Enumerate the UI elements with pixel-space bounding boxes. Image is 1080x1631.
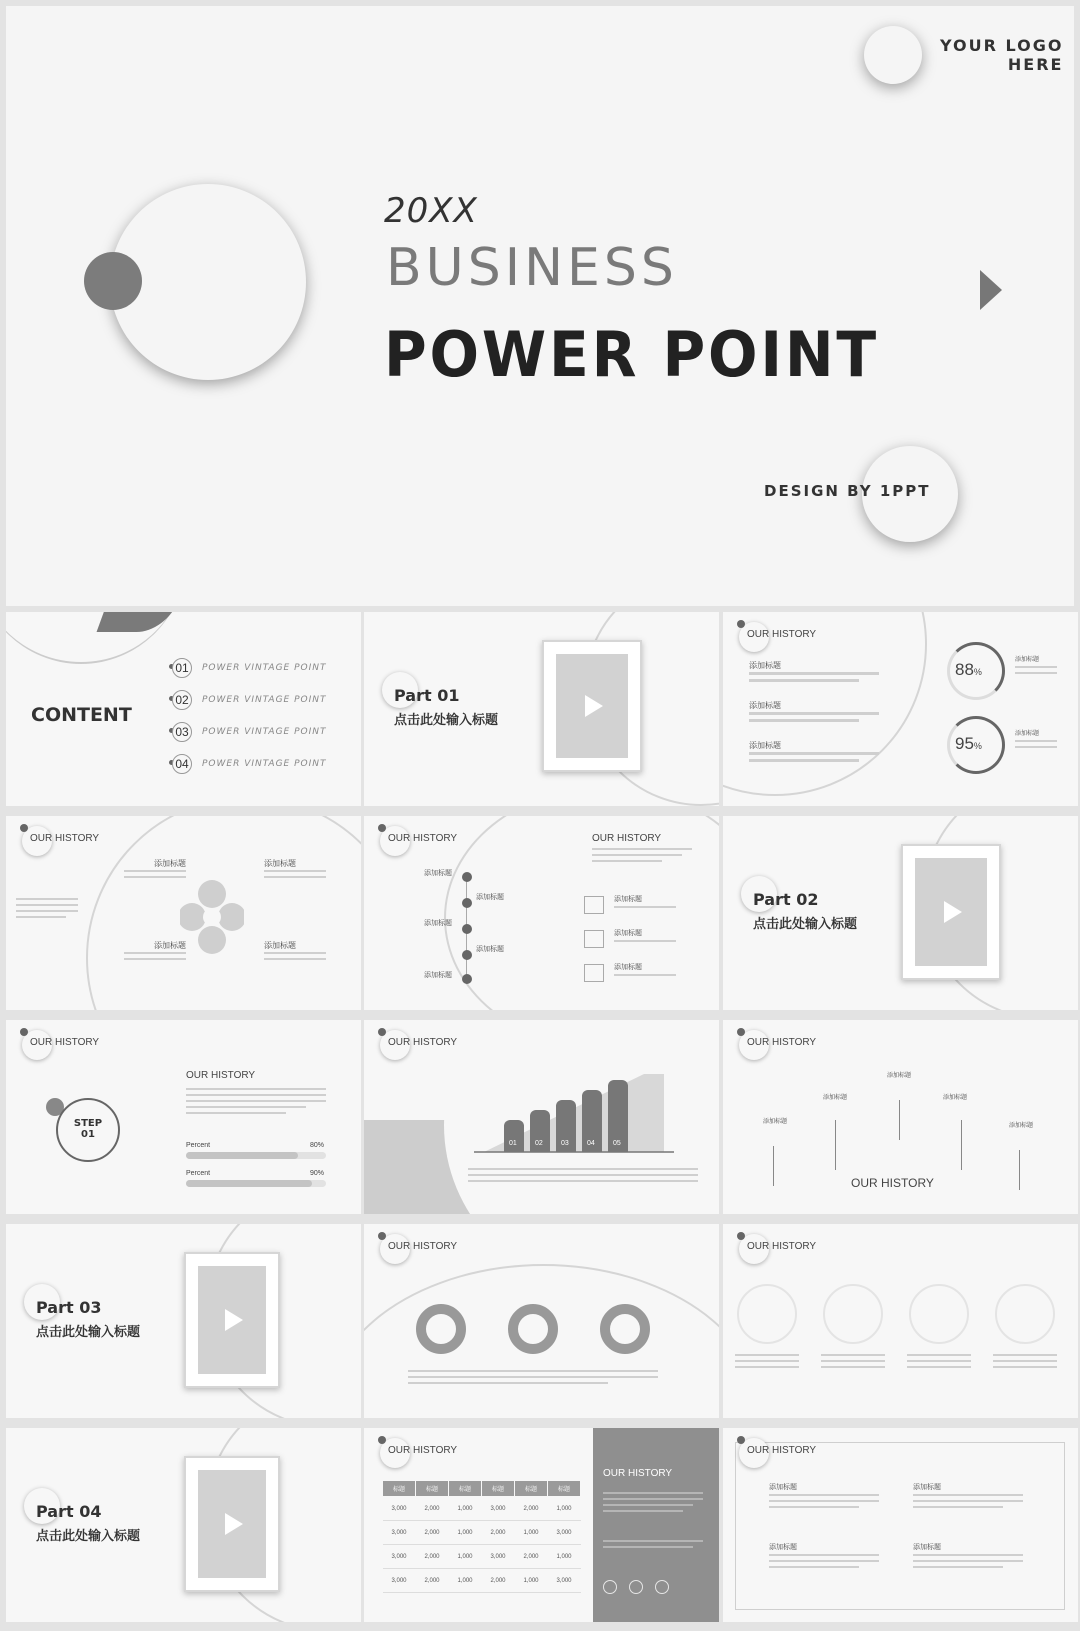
slide-part-04[interactable] bbox=[6, 1428, 361, 1622]
add-title: 添加标题 bbox=[154, 941, 186, 950]
timeline-node bbox=[462, 950, 472, 960]
item-label: POWER VINTAGE POINT bbox=[202, 727, 327, 737]
table-header-row: 标题 标题 标题 标题 标题 标题 bbox=[383, 1481, 581, 1497]
add-title: 添加标题 bbox=[769, 1484, 797, 1491]
history-label: OUR HISTORY bbox=[388, 1037, 458, 1048]
logo-line-1: YOUR LOGO bbox=[940, 36, 1064, 55]
add-title: 添加标题 bbox=[913, 1484, 941, 1491]
part-subtitle: 点击此处输入标题 bbox=[394, 713, 499, 728]
table-row: 3,000 2,000 1,000 3,000 2,000 1,000 bbox=[383, 1545, 581, 1569]
timeline-node bbox=[462, 924, 472, 934]
content-accent bbox=[97, 612, 178, 632]
slide-four-columns[interactable] bbox=[723, 1224, 1078, 1418]
history-label: OUR HISTORY bbox=[30, 1037, 100, 1048]
history-label: OUR HISTORY bbox=[30, 833, 100, 844]
side-panel bbox=[593, 1428, 719, 1622]
timeline-node bbox=[462, 872, 472, 882]
cover-slide[interactable] bbox=[6, 6, 1074, 606]
play-icon[interactable] bbox=[944, 901, 962, 923]
slide-part-03[interactable] bbox=[6, 1224, 361, 1418]
add-title: 添加标题 bbox=[614, 930, 642, 937]
add-title: 添加标题 bbox=[264, 859, 296, 868]
check-icon[interactable] bbox=[655, 1580, 669, 1594]
add-title: 添加标题 bbox=[614, 964, 642, 971]
slide-text-boxes[interactable] bbox=[723, 1428, 1078, 1622]
play-icon[interactable] bbox=[225, 1309, 243, 1331]
cover-title-business: BUSINESS bbox=[386, 238, 678, 298]
part-number: Part 02 bbox=[753, 890, 819, 909]
faint-ring bbox=[909, 1284, 969, 1344]
item-label: POWER VINTAGE POINT bbox=[202, 759, 327, 769]
slide-history-stats[interactable] bbox=[723, 612, 1078, 806]
settings-icon[interactable] bbox=[629, 1580, 643, 1594]
stat-title: 添加标题 bbox=[1015, 657, 1040, 663]
logo-circle bbox=[864, 26, 922, 84]
item-number: 03 bbox=[172, 722, 192, 742]
add-title: 添加标题 bbox=[264, 941, 296, 950]
add-title: 添加标题 bbox=[943, 1095, 968, 1101]
part-number: Part 03 bbox=[36, 1298, 102, 1317]
play-icon[interactable] bbox=[225, 1513, 243, 1535]
section-heading: OUR HISTORY bbox=[186, 1070, 256, 1081]
history-label: OUR HISTORY bbox=[388, 1445, 458, 1456]
part-subtitle: 点击此处输入标题 bbox=[36, 1325, 141, 1340]
design-credit: DESIGN BY 1PPT bbox=[764, 482, 931, 500]
cover-dark-dot bbox=[84, 252, 142, 310]
slide-content[interactable] bbox=[6, 612, 361, 806]
add-title: 添加标题 bbox=[424, 870, 452, 877]
progress-bar bbox=[186, 1180, 326, 1187]
history-label: OUR HISTORY bbox=[747, 1241, 817, 1252]
add-title: 添加标题 bbox=[476, 894, 504, 901]
progress-label: Percent bbox=[186, 1142, 211, 1149]
part-subtitle: 点击此处输入标题 bbox=[753, 917, 858, 932]
next-arrow-icon[interactable] bbox=[980, 270, 1002, 310]
video-frame[interactable] bbox=[184, 1456, 280, 1592]
data-table bbox=[382, 1480, 581, 1593]
add-title: 添加标题 bbox=[913, 1544, 941, 1551]
slide-bar-chart[interactable]: OUR HISTORY 01 02 03 04 05 bbox=[364, 1020, 719, 1214]
bg-circle bbox=[444, 816, 719, 1010]
add-title: 添加标题 bbox=[887, 1073, 912, 1079]
timeline-node bbox=[462, 974, 472, 984]
faint-ring bbox=[823, 1284, 883, 1344]
item-number: 01 bbox=[172, 658, 192, 678]
item-label: POWER VINTAGE POINT bbox=[202, 663, 327, 673]
play-icon[interactable] bbox=[585, 695, 603, 717]
item-label: POWER VINTAGE POINT bbox=[202, 695, 327, 705]
add-title: 添加标题 bbox=[476, 946, 504, 953]
section-heading: OUR HISTORY bbox=[851, 1176, 934, 1190]
donut-ring bbox=[508, 1304, 558, 1354]
panel-heading: OUR HISTORY bbox=[603, 1468, 673, 1479]
cover-year: 20XX bbox=[384, 191, 478, 231]
history-label: OUR HISTORY bbox=[747, 629, 817, 640]
add-title: 添加标题 bbox=[154, 859, 186, 868]
part-number: Part 01 bbox=[394, 686, 460, 705]
history-label: OUR HISTORY bbox=[747, 1037, 817, 1048]
slide-step-progress[interactable] bbox=[6, 1020, 361, 1214]
table-row: 3,000 2,000 1,000 2,000 1,000 3,000 bbox=[383, 1569, 581, 1593]
progress-label: Percent bbox=[186, 1170, 211, 1177]
slide-history-clover[interactable] bbox=[6, 816, 361, 1010]
add-title: 添加标题 bbox=[823, 1095, 848, 1101]
table-row: 3,000 2,000 1,000 2,000 1,000 3,000 bbox=[383, 1521, 581, 1545]
content-title: CONTENT bbox=[31, 704, 132, 726]
item-number: 04 bbox=[172, 754, 192, 774]
logo-line-2: HERE bbox=[1007, 55, 1064, 74]
donut-ring bbox=[600, 1304, 650, 1354]
stat-value: 88% bbox=[955, 660, 982, 679]
donut-ring bbox=[416, 1304, 466, 1354]
stat-title: 添加标题 bbox=[1015, 731, 1040, 737]
cover-title-powerpoint: POWER POINT bbox=[384, 318, 880, 391]
clover-icon bbox=[180, 872, 244, 962]
video-frame[interactable] bbox=[901, 844, 1001, 980]
progress-value: 80% bbox=[310, 1142, 325, 1149]
table-row: 3,000 2,000 1,000 3,000 2,000 1,000 bbox=[383, 1497, 581, 1521]
add-title: 添加标题 bbox=[749, 701, 781, 710]
history-label: OUR HISTORY bbox=[388, 1241, 458, 1252]
slide-history-tree[interactable] bbox=[723, 1020, 1078, 1214]
add-title: 添加标题 bbox=[769, 1544, 797, 1551]
item-number: 02 bbox=[172, 690, 192, 710]
chart-bar[interactable] bbox=[504, 1120, 524, 1152]
slide-part-01[interactable] bbox=[364, 612, 719, 806]
faint-ring bbox=[737, 1284, 797, 1344]
add-title: 添加标题 bbox=[614, 896, 642, 903]
timeline-node bbox=[462, 898, 472, 908]
add-title: 添加标题 bbox=[763, 1119, 788, 1125]
slide-part-02[interactable] bbox=[723, 816, 1078, 1010]
slide-history-timeline[interactable] bbox=[364, 816, 719, 1010]
globe-icon[interactable] bbox=[603, 1580, 617, 1594]
progress-value: 90% bbox=[310, 1170, 325, 1177]
part-number: Part 04 bbox=[36, 1502, 102, 1521]
progress-bar bbox=[186, 1152, 326, 1159]
history-label: OUR HISTORY bbox=[388, 833, 458, 844]
step-circle: STEP 01 bbox=[56, 1098, 120, 1162]
add-title: 添加标题 bbox=[749, 741, 781, 750]
slide-three-rings[interactable] bbox=[364, 1224, 719, 1418]
add-title: 添加标题 bbox=[424, 920, 452, 927]
video-frame[interactable] bbox=[542, 640, 642, 772]
stat-value: 95% bbox=[955, 734, 982, 753]
add-title: 添加标题 bbox=[749, 661, 781, 670]
logo-placeholder bbox=[940, 36, 1063, 74]
section-heading: OUR HISTORY bbox=[592, 833, 662, 844]
add-title: 添加标题 bbox=[1009, 1123, 1034, 1129]
slide-table[interactable] bbox=[364, 1428, 719, 1622]
add-title: 添加标题 bbox=[424, 972, 452, 979]
box-frame bbox=[735, 1442, 1065, 1610]
faint-ring bbox=[995, 1284, 1055, 1344]
part-subtitle: 点击此处输入标题 bbox=[36, 1529, 141, 1544]
video-frame[interactable] bbox=[184, 1252, 280, 1388]
history-label: OUR HISTORY bbox=[747, 1445, 817, 1456]
